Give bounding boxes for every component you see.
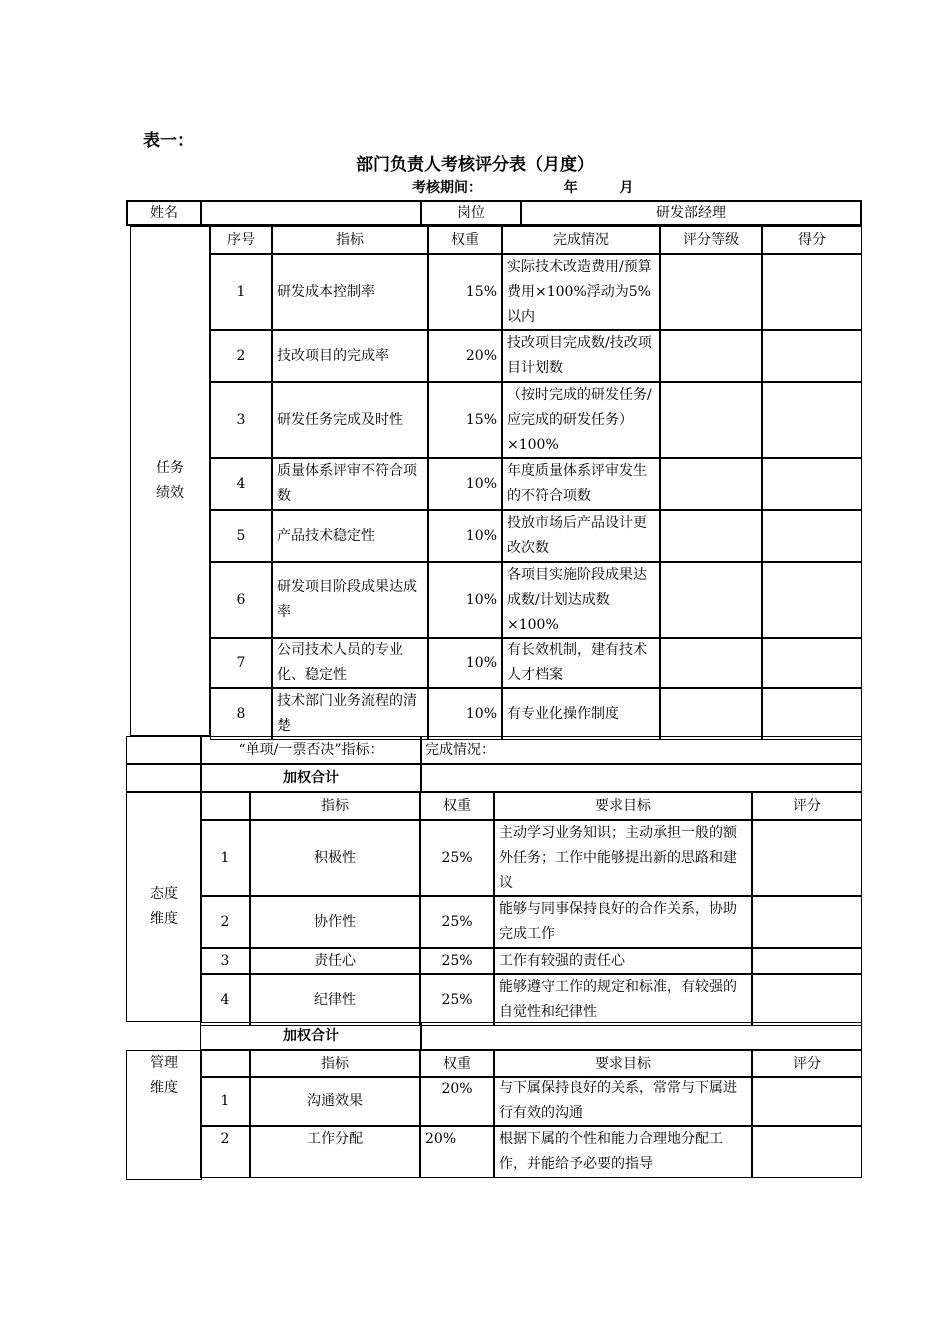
task-row-7-weight: 10%	[428, 638, 502, 688]
management-row-2-target: 根据下属的个性和能力合理地分配工作，并能给予必要的指导	[494, 1126, 752, 1178]
management-header-score: 评分	[752, 1050, 862, 1078]
task-row-2-indicator: 技改项目的完成率	[272, 330, 428, 382]
attitude-row-1-no: 1	[200, 820, 250, 896]
task-row-8-no: 8	[210, 688, 272, 740]
task-header-score: 得分	[762, 226, 862, 254]
task-row-5-weight: 10%	[428, 510, 502, 562]
veto-label: “单项/一票否决”指标：	[200, 736, 422, 764]
management-row-1-target: 与下属保持良好的关系，常常与下属进行有效的沟通	[494, 1076, 752, 1126]
attitude-row-3-no: 3	[200, 948, 250, 974]
task-row-6-completion: 各项目实施阶段成果达成数/计划达成数×100%	[502, 562, 660, 638]
post-label: 岗位	[420, 200, 522, 226]
task-row-2-no: 2	[210, 330, 272, 382]
attitude-header-indicator: 指标	[250, 792, 420, 820]
task-row-1-weight: 15%	[428, 254, 502, 330]
task-row-5-grade	[660, 510, 762, 562]
task-row-2-completion: 技改项目完成数/技改项目计划数	[502, 330, 660, 382]
attitude-row-2-score	[752, 896, 862, 948]
task-row-8-score	[762, 688, 862, 740]
task-row-7-score	[762, 638, 862, 688]
task-row-3-no: 3	[210, 382, 272, 458]
task-row-6-no: 6	[210, 562, 272, 638]
attitude-row-3-weight: 25%	[420, 948, 494, 974]
attitude-row-4-indicator: 纪律性	[250, 974, 420, 1026]
task-row-8-grade	[660, 688, 762, 740]
attitude-weighted-total: 加权合计	[200, 1022, 422, 1050]
task-row-4-completion: 年度质量体系评审发生的不符合项数	[502, 458, 660, 510]
table-label: 表一：	[143, 131, 194, 151]
management-header-weight: 权重	[420, 1050, 494, 1078]
management-section-label: 管理 维度	[126, 1050, 202, 1180]
task-row-4-indicator: 质量体系评审不符合项数	[272, 458, 428, 510]
task-row-5-indicator: 产品技术稳定性	[272, 510, 428, 562]
page-title: 部门负责人考核评分表（月度）	[356, 155, 594, 175]
task-row-8-completion: 有专业化操作制度	[502, 688, 660, 740]
task-row-4-grade	[660, 458, 762, 510]
attitude-row-3-indicator: 责任心	[250, 948, 420, 974]
post-value: 研发部经理	[520, 200, 862, 226]
attitude-row-1-indicator: 积极性	[250, 820, 420, 896]
task-weighted-total: 加权合计	[200, 764, 422, 792]
attitude-total-value	[420, 1022, 862, 1050]
period-month: 月	[619, 180, 634, 196]
attitude-row-1-score	[752, 820, 862, 896]
management-row-1-score	[752, 1076, 862, 1126]
period-year: 年	[563, 180, 578, 196]
task-row-1-grade	[660, 254, 762, 330]
attitude-header-target: 要求目标	[494, 792, 752, 820]
task-header-no: 序号	[210, 226, 272, 254]
management-header-target: 要求目标	[494, 1050, 752, 1078]
veto-spacer	[126, 736, 202, 764]
task-row-8-weight: 10%	[428, 688, 502, 740]
assessment-period	[412, 177, 634, 197]
task-row-4-no: 4	[210, 458, 272, 510]
attitude-section-label: 态度 维度	[126, 792, 202, 1022]
task-row-3-grade	[660, 382, 762, 458]
task-row-3-indicator: 研发任务完成及时性	[272, 382, 428, 458]
management-row-2-indicator: 工作分配	[250, 1126, 420, 1178]
task-row-6-score	[762, 562, 862, 638]
management-header-indicator: 指标	[250, 1050, 420, 1078]
task-section-label: 任务 绩效	[130, 226, 210, 736]
task-row-8-indicator: 技术部门业务流程的清楚	[272, 688, 428, 740]
attitude-row-2-no: 2	[200, 896, 250, 948]
attitude-row-4-score	[752, 974, 862, 1026]
task-row-7-no: 7	[210, 638, 272, 688]
task-row-7-indicator: 公司技术人员的专业化、稳定性	[272, 638, 428, 688]
attitude-header-score: 评分	[752, 792, 862, 820]
attitude-header-weight: 权重	[420, 792, 494, 820]
task-row-3-completion: （按时完成的研发任务/应完成的研发任务）×100%	[502, 382, 660, 458]
management-row-1-weight: 20%	[420, 1076, 494, 1126]
attitude-row-2-indicator: 协作性	[250, 896, 420, 948]
task-header-indicator: 指标	[272, 226, 428, 254]
task-row-2-score	[762, 330, 862, 382]
attitude-row-4-target: 能够遵守工作的规定和标准，有较强的自觉性和纪律性	[494, 974, 752, 1026]
management-row-1-no: 1	[200, 1076, 250, 1126]
task-row-6-indicator: 研发项目阶段成果达成率	[272, 562, 428, 638]
attitude-row-4-no: 4	[200, 974, 250, 1026]
task-row-1-no: 1	[210, 254, 272, 330]
attitude-header-no	[200, 792, 250, 820]
name-value	[200, 200, 422, 226]
attitude-row-4-weight: 25%	[420, 974, 494, 1026]
task-row-7-grade	[660, 638, 762, 688]
assessment-table	[126, 200, 862, 1180]
management-row-2-weight: 20%	[420, 1126, 494, 1178]
attitude-row-3-target: 工作有较强的责任心	[494, 948, 752, 974]
name-label: 姓名	[126, 200, 202, 226]
management-row-1-indicator: 沟通效果	[250, 1076, 420, 1126]
task-row-1-indicator: 研发成本控制率	[272, 254, 428, 330]
task-row-2-weight: 20%	[428, 330, 502, 382]
task-row-7-completion: 有长效机制，建有技术人才档案	[502, 638, 660, 688]
attitude-row-2-target: 能够与同事保持良好的合作关系，协助完成工作	[494, 896, 752, 948]
management-row-2-score	[752, 1126, 862, 1178]
task-header-completion: 完成情况	[502, 226, 660, 254]
task-header-weight: 权重	[428, 226, 502, 254]
task-row-2-grade	[660, 330, 762, 382]
veto-completion: 完成情况：	[420, 736, 862, 764]
task-row-3-score	[762, 382, 862, 458]
task-row-5-no: 5	[210, 510, 272, 562]
attitude-row-1-weight: 25%	[420, 820, 494, 896]
task-row-4-score	[762, 458, 862, 510]
task-row-1-completion: 实际技术改造费用/预算费用×100%浮动为5%以内	[502, 254, 660, 330]
task-row-5-completion: 投放市场后产品设计更改次数	[502, 510, 660, 562]
management-header-no	[200, 1050, 250, 1078]
task-row-6-grade	[660, 562, 762, 638]
task-row-5-score	[762, 510, 862, 562]
task-row-6-weight: 10%	[428, 562, 502, 638]
task-total-spacer	[126, 764, 202, 792]
attitude-row-1-target: 主动学习业务知识；主动承担一般的额外任务；工作中能够提出新的思路和建议	[494, 820, 752, 896]
attitude-row-3-score	[752, 948, 862, 974]
task-total-value	[420, 764, 862, 792]
task-row-3-weight: 15%	[428, 382, 502, 458]
management-row-2-no: 2	[200, 1126, 250, 1178]
attitude-row-2-weight: 25%	[420, 896, 494, 948]
task-row-1-score	[762, 254, 862, 330]
period-label: 考核期间：	[412, 180, 482, 196]
task-header-grade: 评分等级	[660, 226, 762, 254]
task-row-4-weight: 10%	[428, 458, 502, 510]
